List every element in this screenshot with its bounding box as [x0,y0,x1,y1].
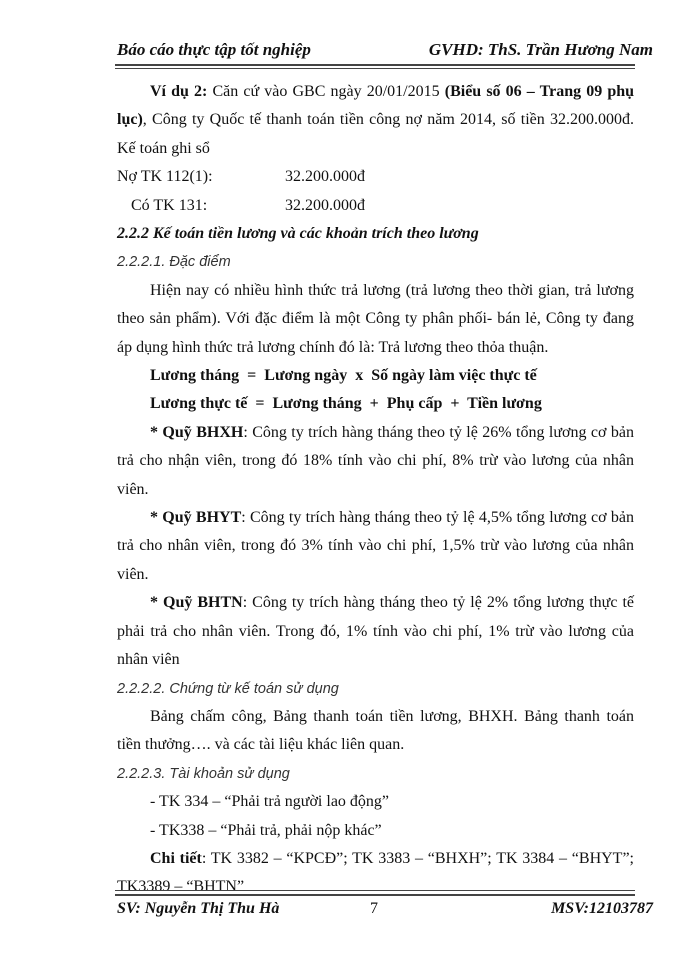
example-paragraph [117,78,634,163]
subsection-heading-2-2-2-1: 2.2.2.1. Đặc điểm [117,254,231,271]
bhtn-label: * Quỹ BHTN [150,594,243,612]
subsection-heading-2-2-2-2: 2.2.2.2. Chứng từ kế toán sử dụng [117,680,339,697]
example-reference: (Biểu số 06 – Trang 09 phụ lục) [117,83,635,129]
bhtn-text: : Công ty trích hàng tháng theo tỷ lệ 2% tổng lương thực tế phải trả cho nhân viên. Trong đó, 1% tính vào chi phí, 1% trừ vào lương của nhân viên [117,594,635,669]
bhxh-text: : Công ty trích hàng tháng theo tỷ lệ 26% tổng lương cơ bản trả cho nhận viên, trong đó 18% tính vào chi phí, 8% trừ vào lương của nhân viên. [117,423,634,498]
section-heading-2-2-2: 2.2.2 Kế toán tiền lương và các khoản trích theo lương [117,225,479,242]
details-label: Chi tiết [150,849,202,867]
page-footer [117,900,653,924]
formula-actual-salary: Lương thực tế = Lương tháng + Phụ cấp + Tiền lương [150,395,542,413]
account-item-334: - TK 334 – “Phải trả người lao động” [150,793,390,811]
example-text-2: , Công ty Quốc tế thanh toán tiền công nợ năm 2014, số tiền 32.200.000đ. Kế toán ghi sổ [117,111,634,157]
journal-credit-row [117,192,634,220]
debit-amount: 32.200.000đ [285,168,365,186]
header-rule [115,64,635,66]
footer-rule-thin [115,890,635,891]
page-body [117,78,634,902]
bhtn-paragraph [117,589,634,674]
characteristics-paragraph: Hiện nay có nhiều hình thức trả lương (trả lương theo thời gian, trả lương theo sản phẩm). Với đặc điểm là một Công ty phân phối- bán lẻ, Công ty đang áp dụng hình thức trả lương chính đó là: Trả lương theo thỏa thuận. [117,281,634,356]
credit-account-label: Có TK 131: [131,196,208,214]
subsection-heading-2-2-2-3: 2.2.2.3. Tài khoản sử dụng [117,765,290,782]
bhyt-text: : Công ty trích hàng tháng theo tỷ lệ 4,5% tổng lương cơ bản trả cho nhân viên, trong đó 3% tính vào chi phí, 1,5% trừ vào lương của nhân viên. [117,509,634,583]
footer-student-id: MSV:12103787 [551,900,653,917]
bhyt-label: * Quỹ BHYT [150,509,242,527]
footer-student-name: SV: Nguyễn Thị Thu Hà [117,900,280,917]
debit-account-label: Nợ TK 112(1): [117,168,213,186]
account-item-338: - TK338 – “Phải trả, phải nộp khác” [150,821,382,839]
journal-debit-row [117,163,634,191]
page-header [117,40,653,64]
bhxh-label: * Quỹ BHXH [150,423,244,441]
header-rule-thin [115,68,635,69]
header-report-title: Báo cáo thực tập tốt nghiệp [117,40,311,59]
page-number: 7 [370,900,378,917]
credit-amount: 32.200.000đ [285,196,365,214]
footer-rule [115,894,635,896]
example-lead: Ví dụ 2: [150,83,208,100]
details-text: : TK 3382 – “KPCĐ”; TK 3383 – “BHXH”; TK 3384 – “BHYT”; TK3389 – “BHTN” [117,849,634,896]
bhxh-paragraph [117,419,634,504]
documents-paragraph: Bảng chấm công, Bảng thanh toán tiền lương, BHXH. Bảng thanh toán tiền thưởng…. và các tài liệu khác liên quan. [117,707,634,754]
bhyt-paragraph [117,504,634,589]
formula-monthly-salary: Lương tháng = Lương ngày x Số ngày làm việc thực tế [150,367,537,385]
example-text-1: Căn cứ vào GBC ngày 20/01/2015 [207,83,445,100]
header-advisor: GVHD: ThS. Trần Hương Nam [428,40,653,59]
